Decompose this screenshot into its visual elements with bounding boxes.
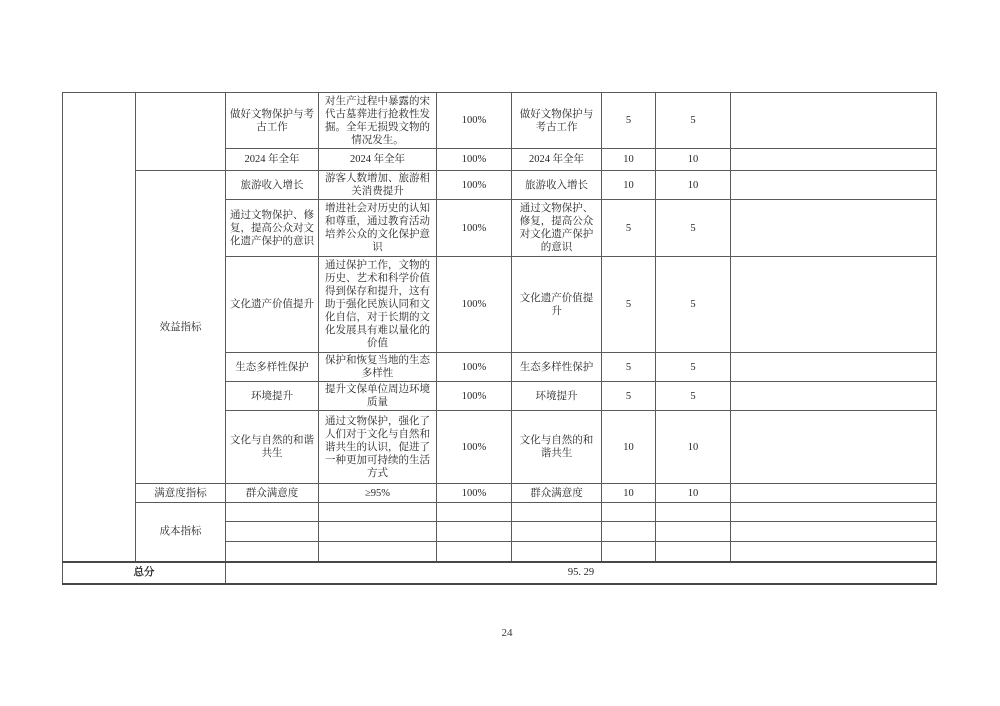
cell-completion <box>437 503 512 522</box>
group-cell-satisfaction: 满意度指标 <box>136 484 226 503</box>
cell-remark <box>731 171 937 200</box>
page-number: 24 <box>501 627 513 639</box>
cell-score: 5 <box>656 93 731 149</box>
cell-indicator: 通过文物保护、修复，提高公众对文化遗产保护的意识 <box>226 200 319 257</box>
cell-score <box>656 542 731 562</box>
cell-result: 做好文物保护与考古工作 <box>512 93 602 149</box>
cell-weight: 10 <box>602 171 656 200</box>
cell-weight: 5 <box>602 257 656 353</box>
cell-result: 通过文物保护、修复，提高公众对文化遗产保护的意识 <box>512 200 602 257</box>
table-row <box>63 171 937 200</box>
performance-indicator-table <box>62 92 937 585</box>
cell-indicator: 旅游收入增长 <box>226 171 319 200</box>
cell-completion: 100% <box>437 93 512 149</box>
cell-remark <box>731 93 937 149</box>
cell-score: 10 <box>656 171 731 200</box>
cell-completion: 100% <box>437 171 512 200</box>
cell-indicator: 群众满意度 <box>226 484 319 503</box>
cell-weight: 10 <box>602 149 656 171</box>
cell-result <box>512 522 602 542</box>
cell-score: 10 <box>656 411 731 484</box>
cell-remark <box>731 484 937 503</box>
cell-result <box>512 503 602 522</box>
total-label-cell: 总分 <box>63 562 226 584</box>
cell-criteria: 保护和恢复当地的生态多样性 <box>319 353 437 382</box>
cell-criteria: 通过文物保护，强化了人们对于文化与自然和谐共生的认识，促进了一种更加可持续的生活方式 <box>319 411 437 484</box>
cell-criteria: 2024 年全年 <box>319 149 437 171</box>
cell-remark <box>731 542 937 562</box>
cell-score: 10 <box>656 149 731 171</box>
cell-score: 5 <box>656 257 731 353</box>
cell-weight: 5 <box>602 353 656 382</box>
total-row <box>63 562 937 584</box>
cell-completion <box>437 542 512 562</box>
cell-criteria: 增进社会对历史的认知和尊重，通过教育活动培养公众的文化保护意识 <box>319 200 437 257</box>
cell-weight <box>602 542 656 562</box>
cell-criteria: 对生产过程中暴露的宋代古墓葬进行抢救性发掘。全年无损毁文物的情况发生。 <box>319 93 437 149</box>
cell-score <box>656 522 731 542</box>
cell-indicator: 2024 年全年 <box>226 149 319 171</box>
cell-criteria <box>319 503 437 522</box>
table-row <box>63 503 937 522</box>
table-row <box>63 93 937 149</box>
cell-result: 生态多样性保护 <box>512 353 602 382</box>
cell-score: 5 <box>656 200 731 257</box>
cell-remark <box>731 353 937 382</box>
cell-completion: 100% <box>437 257 512 353</box>
cell-completion <box>437 522 512 542</box>
cell-result: 2024 年全年 <box>512 149 602 171</box>
cell-result <box>512 542 602 562</box>
cell-criteria: 游客人数增加、旅游相关消费提升 <box>319 171 437 200</box>
cell-remark <box>731 257 937 353</box>
cell-remark <box>731 149 937 171</box>
cell-result: 环境提升 <box>512 382 602 411</box>
cell-criteria: 通过保护工作，文物的历史、艺术和科学价值得到保存和提升，这有助于强化民族认同和文化自信，对于长期的文化发展具有难以量化的价值 <box>319 257 437 353</box>
cell-indicator: 文化与自然的和谐共生 <box>226 411 319 484</box>
cell-remark <box>731 200 937 257</box>
cell-score: 10 <box>656 484 731 503</box>
cell-criteria <box>319 522 437 542</box>
cell-weight: 5 <box>602 382 656 411</box>
group-cell-benefit: 效益指标 <box>136 171 226 484</box>
cell-completion: 100% <box>437 411 512 484</box>
cell-weight: 5 <box>602 93 656 149</box>
table-row <box>63 484 937 503</box>
cell-indicator: 环境提升 <box>226 382 319 411</box>
cell-indicator <box>226 522 319 542</box>
cell-result: 文化与自然的和谐共生 <box>512 411 602 484</box>
cell-result: 群众满意度 <box>512 484 602 503</box>
cell-score: 5 <box>656 382 731 411</box>
cell-completion: 100% <box>437 382 512 411</box>
cell-weight: 10 <box>602 484 656 503</box>
cell-result: 文化遗产价值提升 <box>512 257 602 353</box>
cell-completion: 100% <box>437 149 512 171</box>
cell-completion: 100% <box>437 353 512 382</box>
cell-weight: 10 <box>602 411 656 484</box>
cell-weight: 5 <box>602 200 656 257</box>
cell-criteria: 提升文保单位周边环境质量 <box>319 382 437 411</box>
cell-score: 5 <box>656 353 731 382</box>
cell-indicator: 文化遗产价值提升 <box>226 257 319 353</box>
cell-remark <box>731 382 937 411</box>
cell-indicator <box>226 542 319 562</box>
cell-remark <box>731 411 937 484</box>
cell-completion: 100% <box>437 484 512 503</box>
group-cell-carryover <box>136 93 226 171</box>
cell-weight <box>602 522 656 542</box>
cell-criteria: ≥95% <box>319 484 437 503</box>
group-cell-cost: 成本指标 <box>136 503 226 562</box>
total-score-value: 95. 29 <box>226 562 937 584</box>
cell-remark <box>731 503 937 522</box>
cell-weight <box>602 503 656 522</box>
cell-remark <box>731 522 937 542</box>
cell-completion: 100% <box>437 200 512 257</box>
cell-result: 旅游收入增长 <box>512 171 602 200</box>
cell-score <box>656 503 731 522</box>
cell-criteria <box>319 542 437 562</box>
side-group-cell <box>63 93 136 562</box>
cell-indicator <box>226 503 319 522</box>
cell-indicator: 做好文物保护与考古工作 <box>226 93 319 149</box>
cell-indicator: 生态多样性保护 <box>226 353 319 382</box>
